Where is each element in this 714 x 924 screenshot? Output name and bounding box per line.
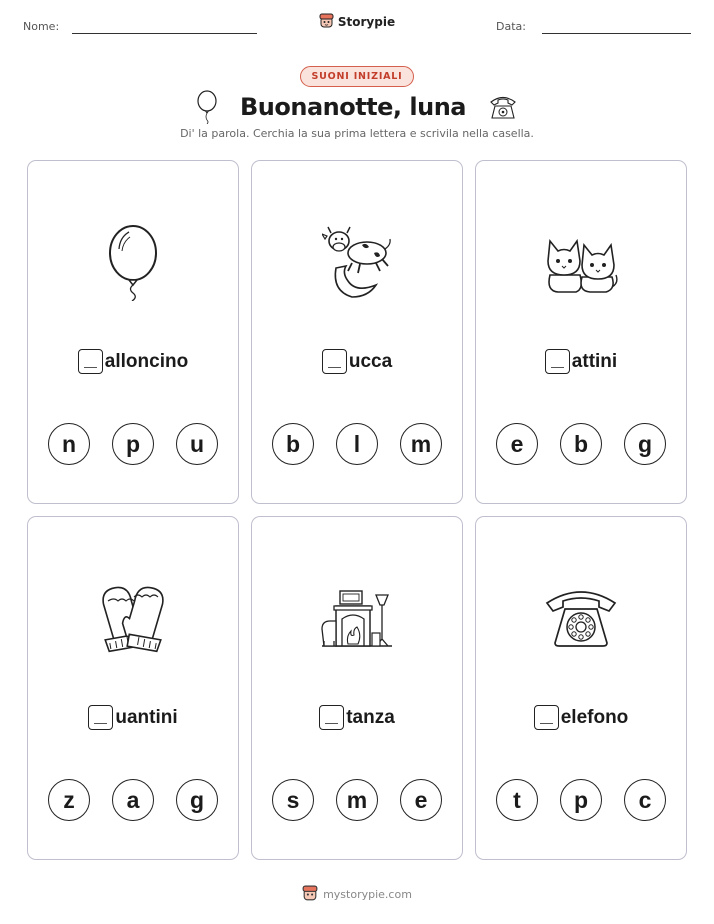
word-stem: tanza [346, 706, 395, 728]
letter-choice[interactable]: n [48, 423, 90, 465]
footer-url[interactable]: mystorypie.com [323, 887, 412, 901]
letter-choice[interactable]: b [560, 423, 602, 465]
letter-choice[interactable]: z [48, 779, 90, 821]
answer-box[interactable] [319, 705, 344, 730]
letter-choice[interactable]: b [272, 423, 314, 465]
answer-box[interactable] [322, 349, 347, 374]
storypie-mascot-icon [302, 885, 318, 903]
category-badge: SUONI INIZIALI [300, 66, 413, 87]
balloon-icon [103, 221, 163, 301]
date-label: Data: [496, 20, 526, 33]
letter-choice[interactable]: e [496, 423, 538, 465]
name-label: Nome: [23, 20, 60, 33]
letter-choice[interactable]: s [272, 779, 314, 821]
letter-choice[interactable]: c [624, 779, 666, 821]
balloon-icon [196, 90, 218, 124]
storypie-mascot-icon [319, 13, 334, 30]
word-stem: attini [571, 350, 618, 372]
mittens-icon [94, 581, 172, 653]
letter-choice[interactable]: p [560, 779, 602, 821]
footer [0, 885, 714, 903]
word-card [27, 160, 239, 504]
letter-choice[interactable]: m [336, 779, 378, 821]
answer-box[interactable] [534, 705, 559, 730]
cow-over-moon-icon [322, 223, 392, 298]
word-stem: ucca [348, 350, 393, 372]
letter-choice[interactable]: g [624, 423, 666, 465]
letter-choice[interactable]: t [496, 779, 538, 821]
kittens-icon [544, 231, 618, 293]
letter-choice[interactable]: a [112, 779, 154, 821]
brand-name: Storypie [337, 14, 396, 29]
word-card [475, 516, 687, 860]
instructions: Di' la parola. Cerchia la sua prima lettera e scrivila nella casella. [180, 127, 534, 140]
word-stem: uantini [115, 706, 178, 728]
word-stem: elefono [560, 706, 629, 728]
answer-box[interactable] [78, 349, 103, 374]
word-card [251, 160, 463, 504]
telephone-icon [488, 94, 518, 120]
name-line[interactable] [72, 33, 257, 34]
letter-choice[interactable]: m [400, 423, 442, 465]
word-stem: alloncino [104, 350, 189, 372]
letter-choice[interactable]: g [176, 779, 218, 821]
brand-logo [0, 13, 714, 30]
room-fireplace-icon [320, 589, 394, 647]
word-card [475, 160, 687, 504]
page-title: Buonanotte, luna [239, 93, 466, 121]
word-card [251, 516, 463, 860]
word-card [27, 516, 239, 860]
date-line[interactable] [542, 33, 691, 34]
letter-choice[interactable]: l [336, 423, 378, 465]
answer-box[interactable] [88, 705, 113, 730]
letter-choice[interactable]: e [400, 779, 442, 821]
answer-box[interactable] [545, 349, 570, 374]
telephone-icon [545, 587, 617, 647]
letter-choice[interactable]: u [176, 423, 218, 465]
letter-choice[interactable]: p [112, 423, 154, 465]
